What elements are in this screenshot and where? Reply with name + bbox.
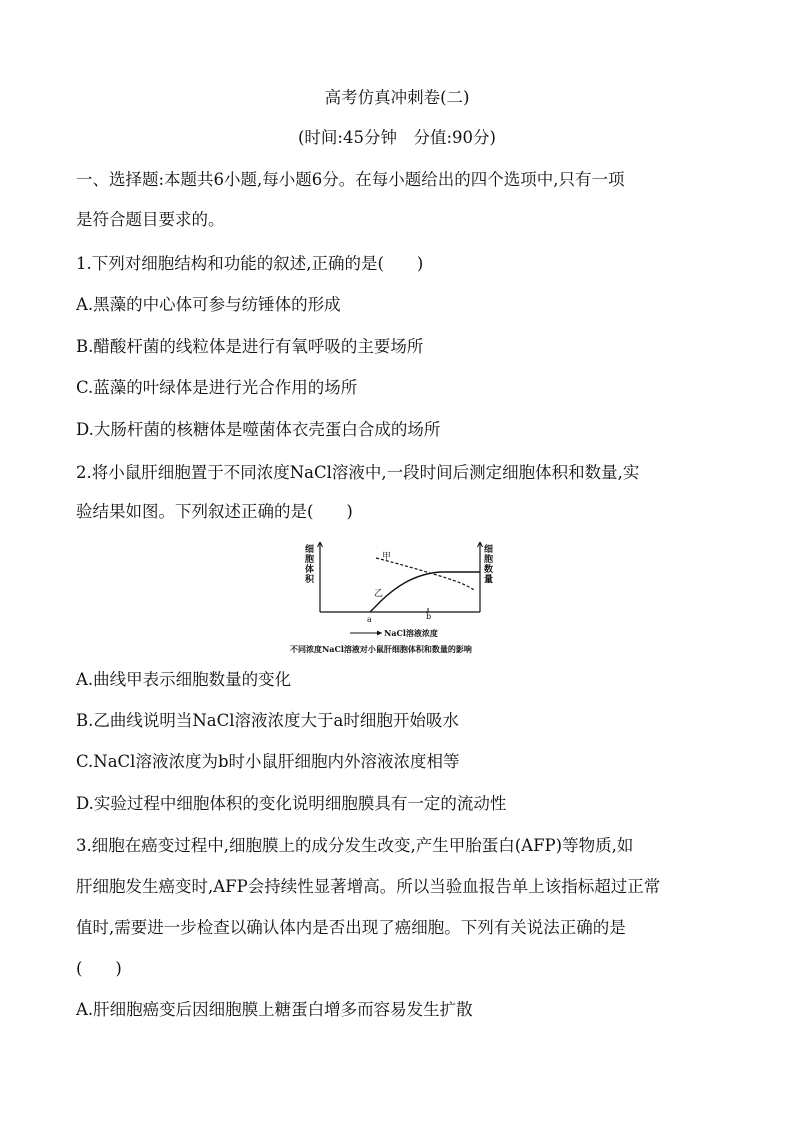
question-3-stem-line-3: 值时,需要进一步检查以确认体内是否出现了癌细胞。下列有关说法正确的是 [76, 918, 626, 937]
question-2-stem-line-2: 验结果如图。下列叙述正确的是( ) [76, 502, 353, 521]
question-2-option-d: D.实验过程中细胞体积的变化说明细胞膜具有一定的流动性 [76, 794, 507, 813]
question-1-option-c: C.蓝藻的叶绿体是进行光合作用的场所 [76, 378, 358, 397]
tick-a-label: a [367, 615, 372, 624]
question-1-option-b: B.醋酸杆菌的线粒体是进行有氧呼吸的主要场所 [76, 337, 424, 356]
question-2-option-c: C.NaCl溶液浓度为b时小鼠肝细胞内外溶液浓度相等 [76, 752, 460, 771]
question-2-option-a: A.曲线甲表示细胞数量的变化 [76, 670, 292, 689]
cell-volume-count-figure [290, 538, 520, 658]
question-1-option-a: A.黑藻的中心体可参与纺锤体的形成 [76, 295, 341, 314]
section-instruction-line-2: 是符合题目要求的。 [76, 210, 225, 229]
question-3-stem-line-2: 肝细胞发生癌变时,AFP会持续性显著增高。所以当验血报告单上该指标超过正常 [76, 877, 661, 896]
x-arrow-head [377, 631, 382, 636]
left-axis-label: 细胞体积 [305, 545, 315, 585]
figure-caption: 不同浓度NaCl溶液对小鼠肝细胞体积和数量的影响 [290, 644, 472, 654]
question-2-option-b: B.乙曲线说明当NaCl溶液浓度大于a时细胞开始吸水 [76, 711, 459, 730]
question-1-stem: 1.下列对细胞结构和功能的叙述,正确的是( ) [76, 254, 424, 273]
x-axis-label: NaCl溶液浓度 [384, 628, 438, 638]
curve-yi [370, 572, 480, 612]
page-title: 高考仿真冲刺卷(二) [324, 88, 470, 107]
question-3-stem-line-4: ( ) [76, 959, 122, 978]
exam-time-score: (时间:45分钟 分值:90分) [298, 128, 496, 147]
question-2-stem-line-1: 2.将小鼠肝细胞置于不同浓度NaCl溶液中,一段时间后测定细胞体积和数量,实 [76, 463, 640, 482]
curve-yi-label: 乙 [374, 589, 384, 599]
question-3-stem-line-1: 3.细胞在癌变过程中,细胞膜上的成分发生改变,产生甲胎蛋白(AFP)等物质,如 [76, 836, 634, 855]
curve-jia-label: 甲 [382, 552, 392, 562]
right-axis-label: 细胞数量 [484, 545, 494, 585]
question-1-option-d: D.大肠杆菌的核糖体是噬菌体衣壳蛋白合成的场所 [76, 420, 441, 439]
question-3-option-a: A.肝细胞癌变后因细胞膜上糖蛋白增多而容易发生扩散 [76, 1000, 473, 1019]
section-instruction-line-1: 一、选择题:本题共6小题,每小题6分。在每小题给出的四个选项中,只有一项 [76, 170, 625, 189]
tick-b-label: b [426, 612, 432, 621]
